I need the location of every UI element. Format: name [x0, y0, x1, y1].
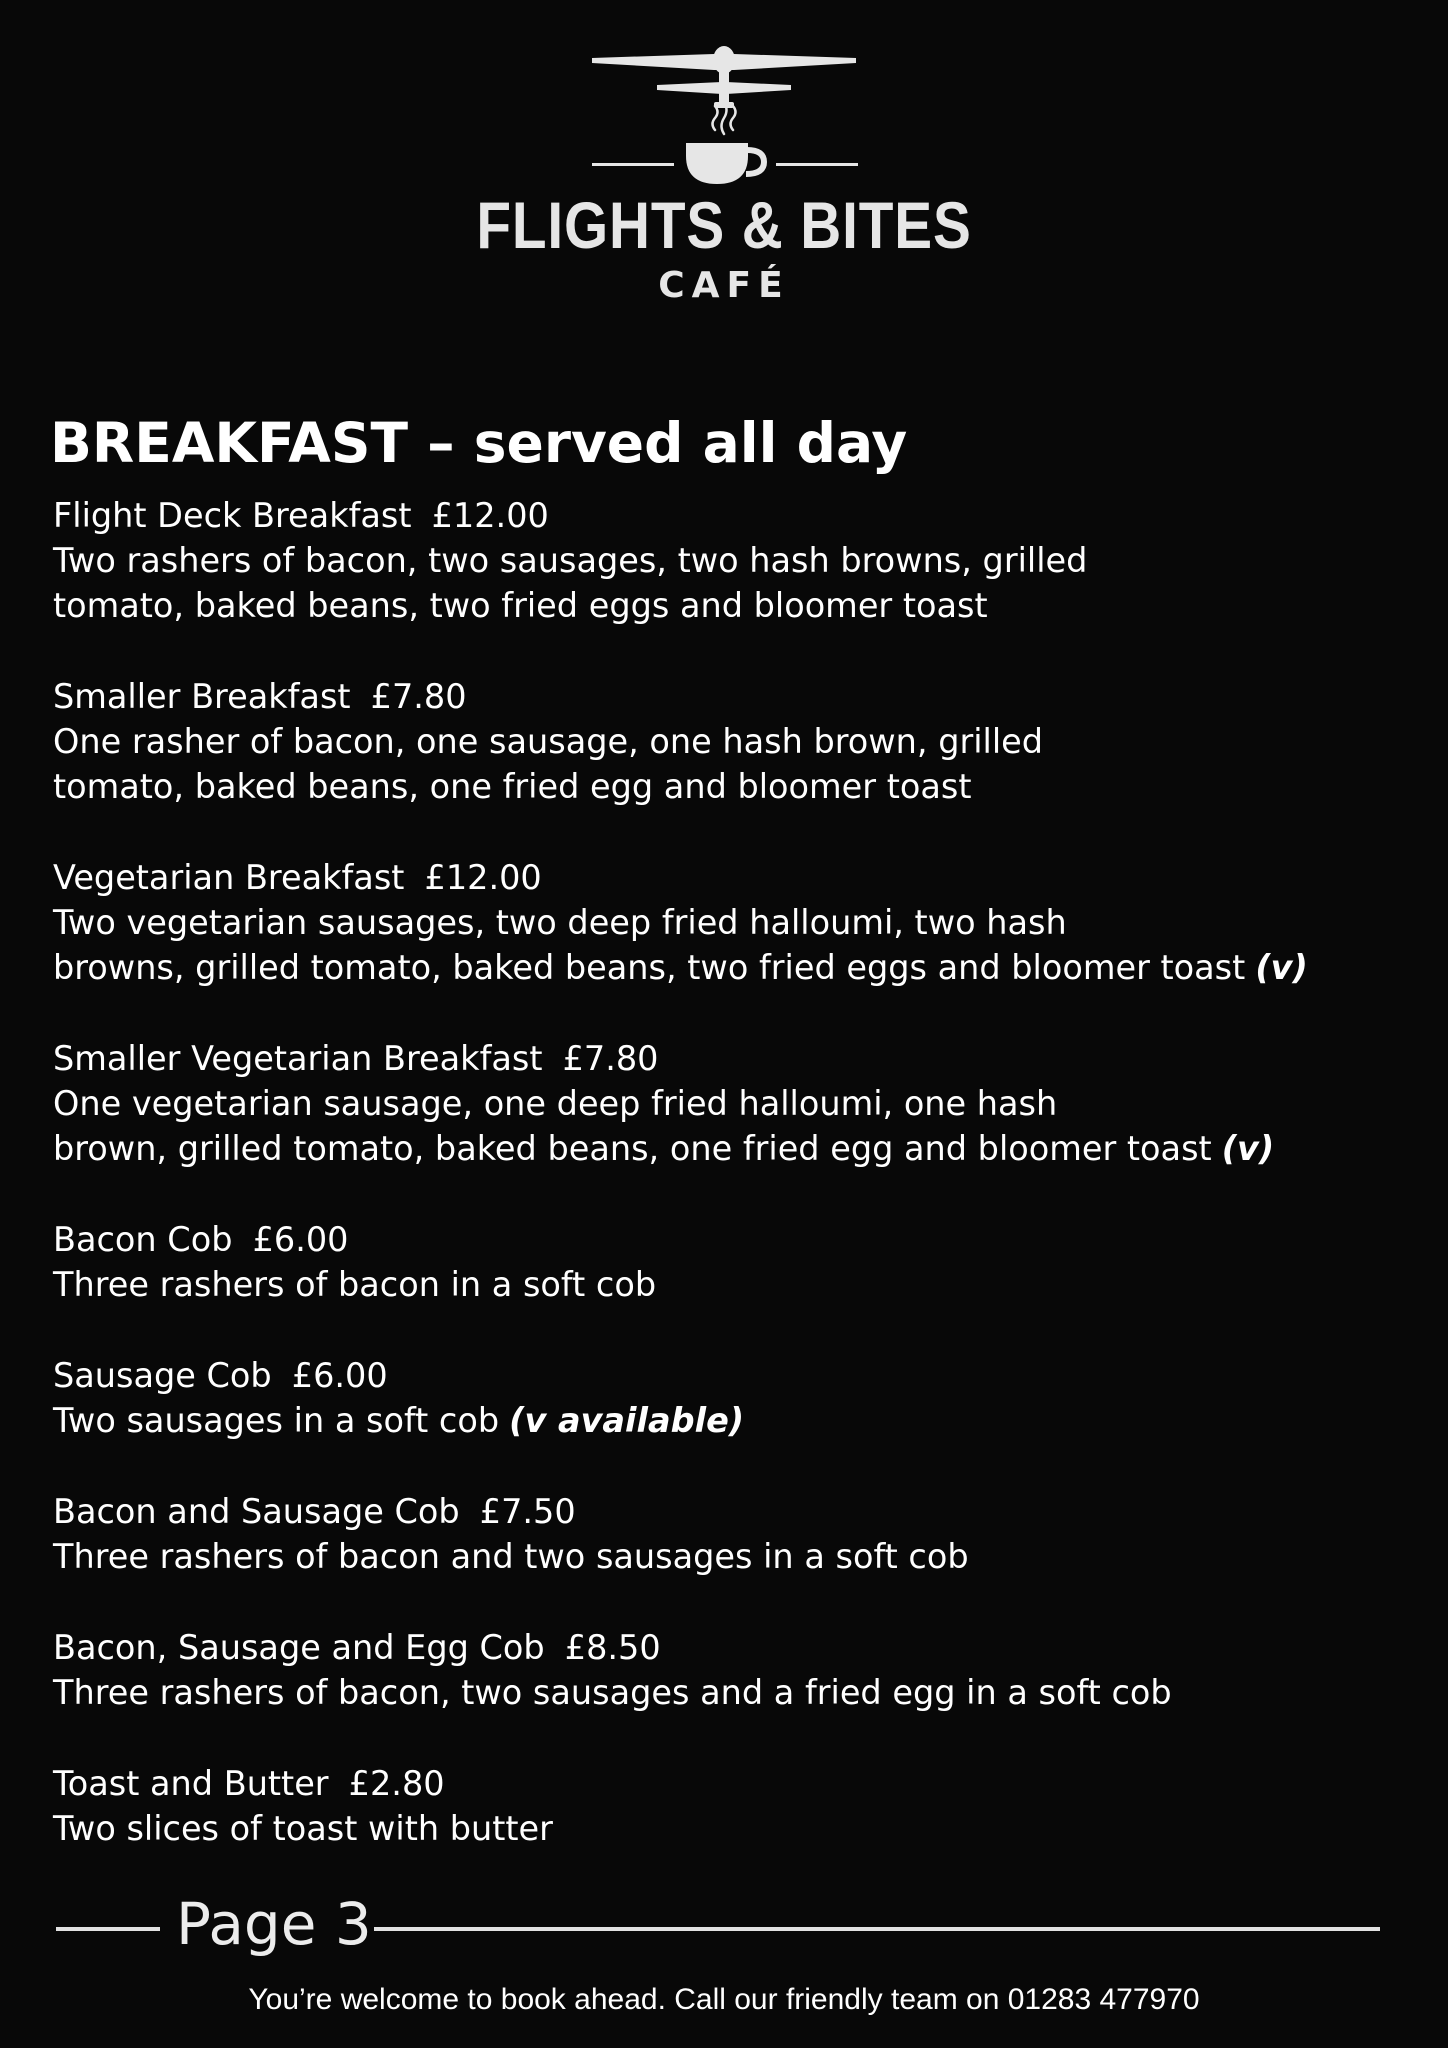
menu-item-head [53, 1625, 1433, 1670]
menu-item-description: brown, grilled tomato, baked beans, one fried egg and bloomer toast [53, 1129, 1212, 1168]
menu-item-description: Two slices of toast with butter [53, 1809, 553, 1848]
menu-item-head [53, 1353, 1433, 1398]
menu-item-name: Vegetarian Breakfast [53, 858, 405, 897]
menu-item-head [53, 1217, 1433, 1262]
menu-item-head [53, 855, 1433, 900]
airplane-icon [564, 38, 884, 188]
menu-item-name: Smaller Breakfast [53, 677, 351, 716]
menu-item-description: browns, grilled tomato, baked beans, two fried eggs and bloomer toast [53, 948, 1246, 987]
menu-item-name: Bacon and Sausage Cob [53, 1492, 460, 1531]
menu-item-description-line [53, 1126, 1433, 1171]
menu-item-name: Sausage Cob [53, 1356, 272, 1395]
menu-item-price: £6.00 [291, 1356, 388, 1395]
vegetarian-available-tag: (v available) [509, 1401, 745, 1440]
menu-item-name: Toast and Butter [53, 1764, 329, 1803]
menu-item-price: £12.00 [424, 858, 542, 897]
menu-item-description: tomato, baked beans, one fried egg and bloomer toast [53, 767, 972, 806]
menu-item [53, 855, 1433, 990]
menu-item-head [53, 674, 1433, 719]
vegetarian-tag: (v) [1221, 1129, 1275, 1168]
menu-item-price: £2.80 [348, 1764, 445, 1803]
menu-item-price: £8.50 [564, 1628, 661, 1667]
coffee-cup-icon [686, 143, 764, 184]
menu-item-description-line [53, 1398, 1433, 1443]
divider-line [56, 1927, 160, 1931]
cafe-logo [0, 38, 1448, 308]
menu-item-description: Two sausages in a soft cob [53, 1401, 500, 1440]
menu-item-head [53, 1036, 1433, 1081]
menu-item-name: Bacon Cob [53, 1220, 233, 1259]
menu-item-description: Three rashers of bacon in a soft cob [53, 1265, 657, 1304]
breakfast-menu [53, 493, 1433, 1897]
menu-item [53, 674, 1433, 809]
menu-item-head [53, 493, 1433, 538]
menu-item [53, 1217, 1433, 1307]
menu-item-price: £7.80 [562, 1039, 659, 1078]
menu-item [53, 1036, 1433, 1171]
menu-item-head [53, 1761, 1433, 1806]
menu-item-description-line [53, 945, 1433, 990]
menu-item-price: £7.50 [479, 1492, 576, 1531]
menu-item-description: tomato, baked beans, two fried eggs and bloomer toast [53, 586, 988, 625]
menu-item [53, 1489, 1433, 1579]
menu-item-name: Smaller Vegetarian Breakfast [53, 1039, 543, 1078]
section-title: BREAKFAST – served all day [50, 411, 908, 475]
vegetarian-tag: (v) [1255, 948, 1308, 987]
menu-item-description: One rasher of bacon, one sausage, one hash brown, grilled [53, 722, 1044, 761]
booking-note: You’re welcome to book ahead. Call our friendly team on 01283 477970 [248, 1983, 1200, 2016]
menu-item [53, 493, 1433, 628]
menu-item-head [53, 1489, 1433, 1534]
menu-item-name: Flight Deck Breakfast [53, 496, 412, 535]
page-number: Page 3 [176, 1890, 372, 1958]
menu-item-name: Bacon, Sausage and Egg Cob [53, 1628, 545, 1667]
menu-item [53, 1353, 1433, 1443]
brand-subtitle: CAFÉ [658, 265, 790, 306]
brand-name: FLIGHTS & BITES [476, 188, 972, 262]
menu-item-price: £6.00 [252, 1220, 349, 1259]
menu-item-description: Three rashers of bacon, two sausages and a fried egg in a soft cob [53, 1673, 1172, 1712]
menu-item-description: One vegetarian sausage, one deep fried halloumi, one hash [53, 1084, 1058, 1123]
menu-item-description: Two rashers of bacon, two sausages, two hash browns, grilled [53, 541, 1088, 580]
menu-item [53, 1625, 1433, 1715]
divider-line [374, 1927, 1380, 1931]
menu-item-price: £12.00 [431, 496, 549, 535]
menu-item-price: £7.80 [370, 677, 467, 716]
menu-item [53, 1761, 1433, 1851]
page-marker [56, 1884, 1380, 1964]
menu-item-description: Two vegetarian sausages, two deep fried halloumi, two hash [53, 903, 1067, 942]
menu-item-description: Three rashers of bacon and two sausages in a soft cob [53, 1537, 969, 1576]
